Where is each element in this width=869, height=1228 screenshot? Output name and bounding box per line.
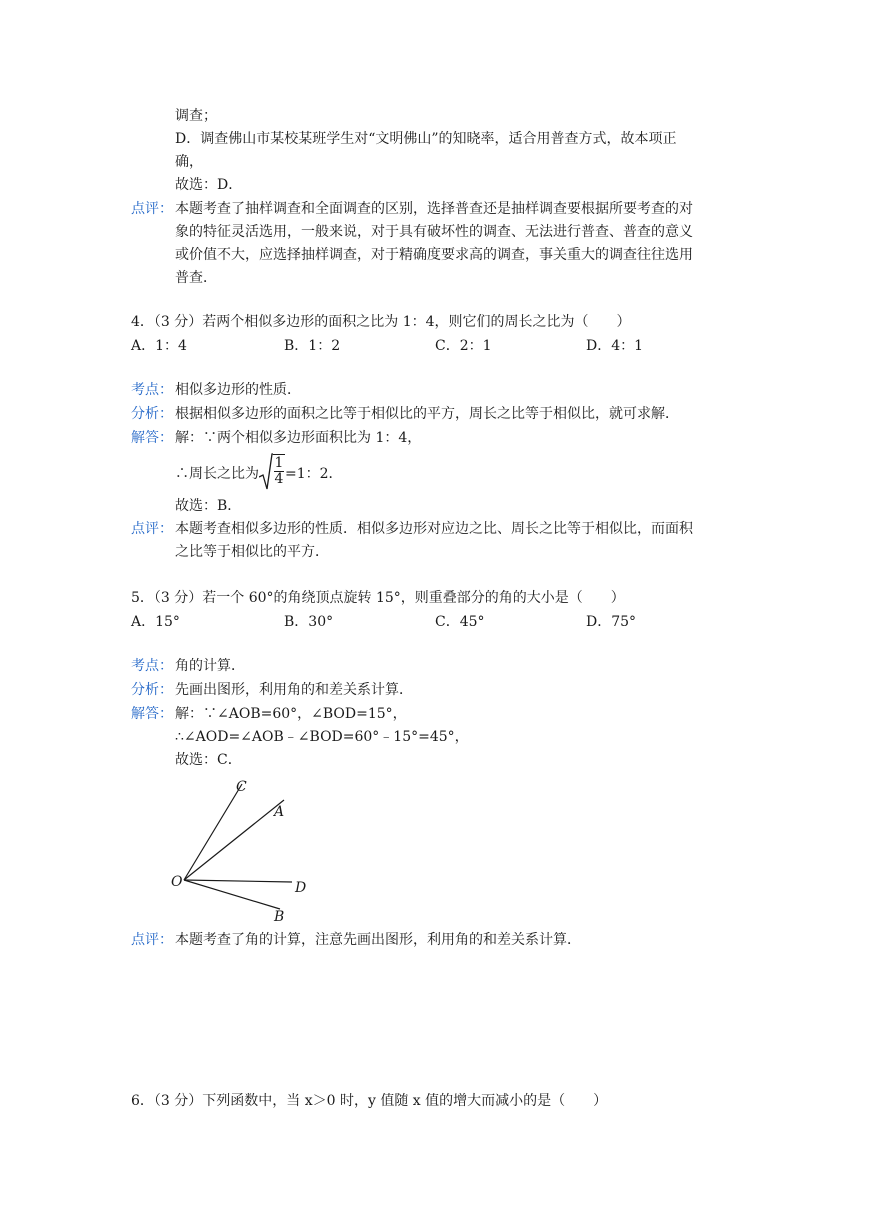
sqrt-expression (259, 455, 285, 493)
angle-figure (168, 776, 318, 924)
kaodian-text: 角的计算． (175, 658, 245, 674)
comment-label: 点评： (131, 932, 173, 948)
ray-oc (184, 784, 242, 880)
jieda-text: =1：2． (285, 466, 343, 482)
ray-ob (184, 880, 280, 909)
kaodian-label: 考点： (131, 382, 173, 398)
text-line: D．调查佛山市某校某班学生对“文明佛山”的知晓率，适合用普查方式，故本项正 (175, 131, 677, 147)
fenxi-label: 分析： (131, 406, 173, 422)
jieda-line: ∴∠AOD=∠AOB﹣∠BOD=60°﹣15°=45°， (175, 729, 469, 745)
point-label-a: A (274, 804, 285, 820)
jieda-text: ∴周长之比为 (175, 466, 259, 482)
option-a: A．1：4 (131, 338, 187, 354)
fenxi-label: 分析： (131, 682, 173, 698)
jieda-line: 解：∵∠AOB=60°，∠BOD=15°， (175, 706, 407, 722)
comment-line: 之比等于相似比的平方． (175, 544, 329, 560)
fenxi-text: 先画出图形，利用角的和差关系计算． (175, 682, 413, 698)
comment-line: 本题考查了角的计算，注意先画出图形，利用角的和差关系计算． (175, 932, 581, 948)
question-stem: 4．（3 分）若两个相似多边形的面积之比为 1：4，则它们的周长之比为（ ） (131, 314, 631, 330)
option-b: B．30° (284, 614, 334, 630)
jieda-line: 解：∵两个相似多边形面积比为 1：4， (175, 430, 422, 446)
comment-label: 点评： (131, 521, 173, 537)
jieda-label: 解答： (131, 706, 173, 722)
fraction (274, 456, 284, 487)
point-label-c: C (236, 779, 247, 795)
option-d: D．75° (586, 614, 637, 630)
jieda-sqrt-line (175, 455, 343, 495)
point-label-d: D (295, 880, 307, 896)
fraction-numerator: 1 (274, 455, 284, 471)
comment-label: 点评： (131, 201, 173, 217)
option-c: C．2：1 (435, 338, 492, 354)
text-line: 调查； (175, 108, 217, 124)
question-stem: 5．（3 分）若一个 60°的角绕顶点旋转 15°，则重叠部分的角的大小是（ ） (131, 590, 625, 606)
option-a: A．15° (131, 614, 180, 630)
comment-line: 普查． (175, 270, 217, 286)
point-label-o: O (171, 874, 183, 890)
question-stem: 6．（3 分）下列函数中，当 x＞0 时，y 值随 x 值的增大而减小的是（ ） (131, 1093, 608, 1109)
radical-sign (259, 453, 273, 491)
option-d: D．4：1 (586, 338, 644, 354)
ray-od (184, 880, 292, 882)
text-line: 确， (175, 154, 203, 170)
comment-line: 或价值不大，应选择抽样调查，对于精确度要求高的调查，事关重大的调查往往选用 (175, 247, 693, 263)
answer-line: 故选：B． (175, 498, 242, 514)
jieda-label: 解答： (131, 430, 173, 446)
answer-line: 故选：D． (175, 177, 243, 193)
comment-line: 本题考查相似多边形的性质．相似多边形对应边之比、周长之比等于相似比，而面积 (175, 521, 693, 537)
option-b: B．1：2 (284, 338, 341, 354)
ray-oa (184, 800, 284, 880)
kaodian-text: 相似多边形的性质． (175, 382, 301, 398)
point-label-b: B (274, 909, 285, 924)
comment-line: 本题考查了抽样调查和全面调查的区别，选择普查还是抽样调查要根据所要考查的对 (175, 201, 693, 217)
kaodian-label: 考点： (131, 658, 173, 674)
fraction-denominator: 4 (274, 471, 284, 487)
option-c: C．45° (435, 614, 485, 630)
comment-line: 象的特征灵活选用，一般来说，对于具有破坏性的调查、无法进行普查、普查的意义 (175, 224, 693, 240)
fenxi-text: 根据相似多边形的面积之比等于相似比的平方，周长之比等于相似比，就可求解． (175, 406, 679, 422)
answer-line: 故选：C． (175, 752, 242, 768)
